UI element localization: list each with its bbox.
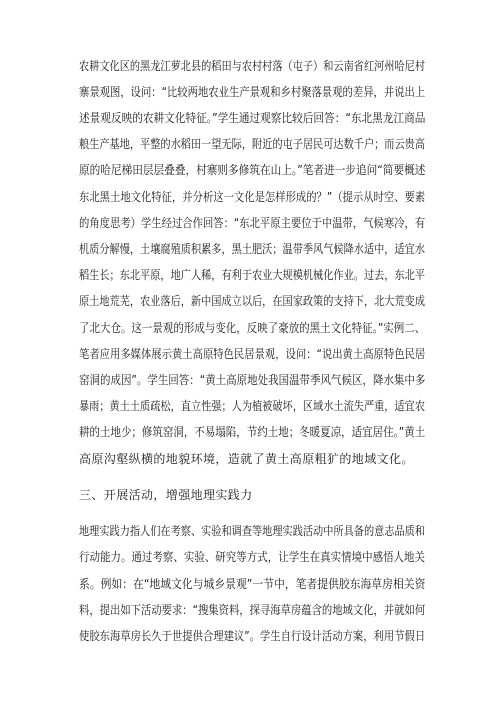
text-line: 农耕文化区的黑龙江萝北县的稻田与农村村落（屯子）和云南省红河州哈尼村 (79, 59, 426, 73)
text-line: 东北黑土地文化特征，并分析这一文化是怎样形成的？”（提示从时空、要素 (79, 190, 426, 204)
text-line: 寨景观图，设问：“比较两地农业生产景观和乡村聚落景观的差异，并说出上 (79, 85, 426, 99)
text-line: 了北大仓。这一景观的形成与变化，反映了豪放的黑土文化特征。”实例二、 (79, 321, 426, 335)
text-line: 笔者应用多媒体展示黄土高原特色民居景观，设问：“说出黄土高原特色民居 (79, 347, 426, 361)
text-line: 粮生产基地，平整的水稻田一望无际，附近的屯子居民可达数千户；而云贵高 (79, 137, 426, 151)
text-line: 稻生长；东北平原，地广人稀，有利于农业大规模机械化作业。过去，东北平 (79, 268, 426, 282)
text-line: 耕的土地少；修筑窑洞，不易塌陷，节约土地；冬暖夏凉，适宜居住。”黄土 (79, 425, 426, 439)
text-line: 述景观反映的农耕文化特征。”学生通过观察比较后回答：“东北黑龙江商品 (79, 111, 426, 125)
text-line: 的角度思考）学生经过合作回答：“东北平原主要位于中温带，气候寒冷，有 (79, 216, 426, 230)
text-line: 原土地荒芜，农业落后，新中国成立以后，在国家政策的支持下，北大荒变成 (79, 294, 426, 308)
text-line: 窑洞的成因”。学生回答：“黄土高原地处我国温带季风气候区，降水集中多 (79, 373, 426, 387)
text-line: 系。例如：在“地域文化与城乡景观”一节中，笔者提供胶东海草房相关资 (79, 577, 426, 591)
text-line: 暴雨；黄土土质疏松，直立性强；人为植被破坏，区域水土流失严重，适宜农 (79, 399, 426, 413)
text-line: 使胶东海草房长久于世提供合理建议”。学生自行设计活动方案，利用节假日 (79, 629, 426, 643)
text-line: 机质分解慢，土壤腐殖质积累多，黑土肥沃；温带季风气候降水适中，适宜水 (79, 242, 426, 256)
text-line: 料，提出如下活动要求：“搜集资料，探寻海草房蕴含的地域文化，并就如何 (79, 603, 426, 617)
section-heading: 三、开展活动，增强地理实践力 (79, 488, 253, 502)
text-line: 高原沟壑纵横的地貌环境，造就了黄土高原粗犷的地域文化。 (79, 452, 414, 466)
text-line: 行动能力。通过考察、实验、研究等方式，让学生在真实情境中感悟人地关 (79, 550, 426, 564)
text-line: 原的哈尼梯田层层叠叠，村寨则多修筑在山上。”笔者进一步追问“简要概述 (79, 163, 426, 177)
text-line: 地理实践力指人们在考察、实验和调查等地理实践活动中所具备的意志品质和 (79, 524, 426, 538)
